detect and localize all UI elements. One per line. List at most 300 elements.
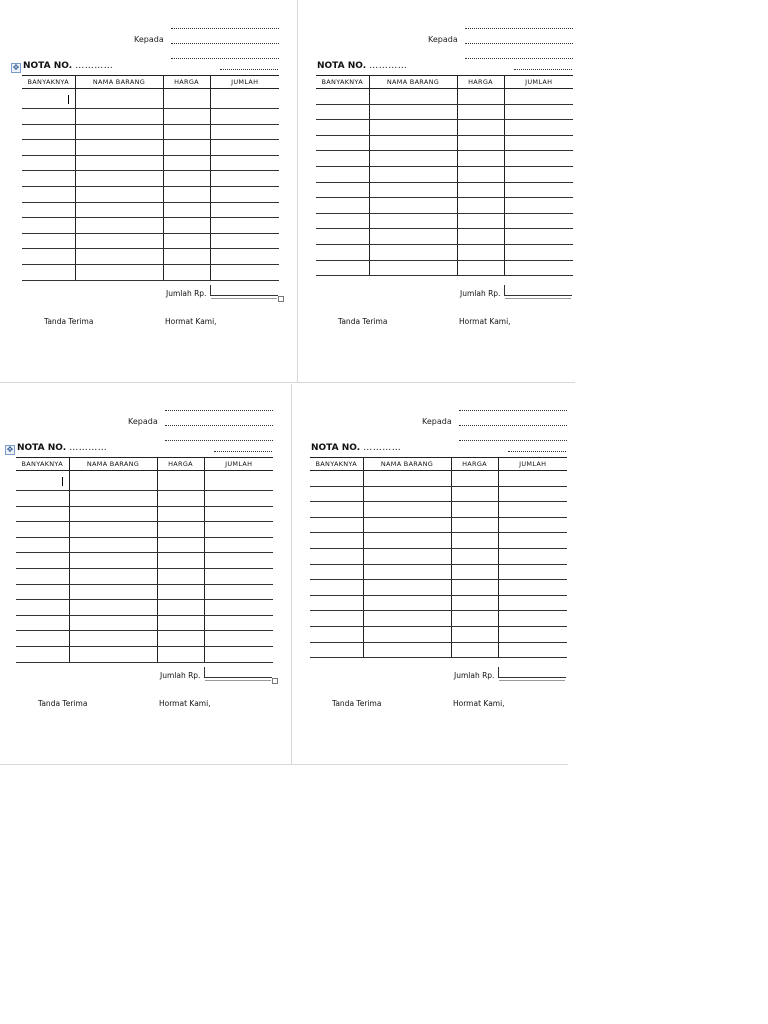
table-row [316, 104, 573, 120]
table-cell[interactable] [210, 186, 279, 202]
table-cell[interactable] [75, 89, 163, 109]
table-cell[interactable] [363, 642, 451, 658]
table-cell[interactable] [16, 568, 69, 584]
table-cell[interactable] [310, 486, 363, 502]
nota-number [17, 443, 107, 453]
table-cell[interactable] [498, 626, 567, 642]
table-row [16, 522, 273, 538]
table-cell[interactable] [157, 471, 204, 491]
table-cell[interactable] [316, 166, 369, 182]
table-cell[interactable] [22, 202, 75, 218]
table-cell[interactable] [457, 260, 504, 276]
table-cell[interactable] [310, 564, 363, 580]
text-cursor [62, 477, 63, 486]
table-row [16, 646, 273, 662]
table-cell[interactable] [16, 584, 69, 600]
table-cell[interactable] [369, 229, 457, 245]
table-cell[interactable] [457, 244, 504, 260]
hormat-kami-label: Hormat Kami, [459, 317, 511, 326]
table-cell[interactable] [22, 233, 75, 249]
table-cell[interactable] [75, 249, 163, 265]
nota-number-value[interactable]: ………… [69, 443, 108, 453]
tanda-terima-label: Tanda Terima [44, 317, 94, 326]
table-cell[interactable] [75, 186, 163, 202]
table-cell[interactable] [163, 233, 210, 249]
table-row [22, 202, 279, 218]
table-cell[interactable] [369, 260, 457, 276]
table-cell[interactable] [457, 166, 504, 182]
table-row [310, 642, 567, 658]
table-cell[interactable] [75, 202, 163, 218]
table-row [310, 548, 567, 564]
address-line-3[interactable] [165, 440, 273, 441]
table-cell[interactable] [69, 553, 157, 569]
table-row [16, 600, 273, 616]
kepada-label: Kepada [428, 35, 458, 44]
table-cell[interactable] [157, 491, 204, 507]
table-cell[interactable] [310, 471, 363, 487]
table-cell[interactable] [16, 553, 69, 569]
table-row [316, 89, 573, 105]
table-cell[interactable] [163, 140, 210, 156]
table-cell[interactable] [316, 213, 369, 229]
column-header-nama-barang: NAMA BARANG [369, 76, 457, 89]
nota-label: NOTA NO. [17, 443, 67, 453]
table-cell[interactable] [210, 264, 279, 280]
table-row [310, 611, 567, 627]
table-cell[interactable] [504, 244, 573, 260]
table-cell[interactable] [22, 140, 75, 156]
table-cell[interactable] [69, 506, 157, 522]
table-row [316, 151, 573, 167]
table-cell[interactable] [504, 182, 573, 198]
table-cell[interactable] [210, 233, 279, 249]
table-cell[interactable] [451, 580, 498, 596]
table-cell[interactable] [369, 151, 457, 167]
nota-form-4 [308, 403, 576, 733]
nota-form-2 [314, 21, 582, 351]
table-row [22, 218, 279, 234]
table-cell[interactable] [22, 109, 75, 125]
table-cell[interactable] [69, 537, 157, 553]
table-cell[interactable] [210, 124, 279, 140]
jumlah-underline [505, 298, 571, 299]
table-cell[interactable] [163, 89, 210, 109]
table-cell[interactable] [204, 631, 273, 647]
table-cell[interactable] [498, 517, 567, 533]
table-cell[interactable] [457, 135, 504, 151]
table-cell[interactable] [504, 213, 573, 229]
jumlah-underline [205, 680, 271, 681]
table-cell[interactable] [363, 502, 451, 518]
table-cell[interactable] [363, 486, 451, 502]
table-cell[interactable] [504, 135, 573, 151]
table-cell[interactable] [451, 486, 498, 502]
table-cell[interactable] [163, 218, 210, 234]
table-cell[interactable] [75, 233, 163, 249]
column-header-banyaknya: BANYAKNYA [22, 76, 75, 89]
address-line-3[interactable] [171, 58, 279, 59]
table-cell[interactable] [504, 120, 573, 136]
table-row [22, 89, 279, 109]
table-cell[interactable] [75, 140, 163, 156]
table-cell[interactable] [451, 548, 498, 564]
table-cell[interactable] [16, 631, 69, 647]
table-cell[interactable] [204, 491, 273, 507]
table-row [316, 182, 573, 198]
table-cell[interactable] [157, 646, 204, 662]
table-cell[interactable] [75, 109, 163, 125]
table-cell[interactable] [204, 600, 273, 616]
table-cell[interactable] [363, 548, 451, 564]
table-row [310, 626, 567, 642]
table-cell[interactable] [163, 171, 210, 187]
table-cell[interactable] [316, 135, 369, 151]
table-cell[interactable] [210, 89, 279, 109]
kepada-label: Kepada [128, 417, 158, 426]
table-cell[interactable] [369, 198, 457, 214]
table-row [316, 135, 573, 151]
table-cell[interactable] [316, 120, 369, 136]
table-cell[interactable] [204, 584, 273, 600]
table-header-row [16, 458, 273, 471]
table-cell[interactable] [163, 186, 210, 202]
table-cell[interactable] [16, 491, 69, 507]
table-cell[interactable] [369, 89, 457, 105]
table-cell[interactable] [157, 506, 204, 522]
table-row [16, 471, 273, 491]
jumlah-rp-label: Jumlah Rp. [160, 671, 201, 680]
table-cell[interactable] [451, 564, 498, 580]
table-cell[interactable] [204, 615, 273, 631]
table-cell[interactable] [316, 229, 369, 245]
table-row [310, 580, 567, 596]
table-cell[interactable] [504, 104, 573, 120]
address-line-1[interactable] [465, 28, 573, 29]
table-cell[interactable] [451, 626, 498, 642]
table-cell[interactable] [157, 537, 204, 553]
jumlah-total-field[interactable] [204, 667, 272, 678]
table-cell[interactable] [457, 89, 504, 105]
table-cell[interactable] [504, 229, 573, 245]
table-cell[interactable] [310, 595, 363, 611]
table-cell[interactable] [310, 580, 363, 596]
move-table-icon[interactable]: ✥ [6, 445, 14, 454]
table-cell[interactable] [457, 151, 504, 167]
kepada-label: Kepada [422, 417, 452, 426]
table-cell[interactable] [204, 471, 273, 491]
address-line-3[interactable] [465, 58, 573, 59]
table-cell[interactable] [163, 124, 210, 140]
table-cell[interactable] [498, 564, 567, 580]
table-cell[interactable] [310, 533, 363, 549]
table-cell[interactable] [210, 155, 279, 171]
page-divider-vertical-bottom [291, 384, 292, 764]
column-header-banyaknya: BANYAKNYA [310, 458, 363, 471]
table-cell[interactable] [310, 517, 363, 533]
table-cell[interactable] [310, 502, 363, 518]
address-line-1[interactable] [459, 410, 567, 411]
table-cell[interactable] [451, 471, 498, 487]
table-cell[interactable] [157, 615, 204, 631]
table-row [310, 486, 567, 502]
table-cell[interactable] [204, 553, 273, 569]
table-cell[interactable] [457, 198, 504, 214]
nota-date-line[interactable] [508, 451, 566, 452]
nota-number [311, 443, 401, 453]
table-cell[interactable] [157, 584, 204, 600]
table-cell[interactable] [204, 506, 273, 522]
table-row [22, 109, 279, 125]
table-row [16, 506, 273, 522]
table-cell[interactable] [16, 537, 69, 553]
table-cell[interactable] [498, 548, 567, 564]
items-table [22, 75, 279, 281]
nota-label: NOTA NO. [317, 61, 367, 71]
table-cell[interactable] [210, 109, 279, 125]
table-cell[interactable] [457, 182, 504, 198]
table-row [310, 471, 567, 487]
table-cell[interactable] [22, 124, 75, 140]
table-cell[interactable] [75, 264, 163, 280]
table-cell[interactable] [498, 502, 567, 518]
table-cell[interactable] [369, 213, 457, 229]
address-line-1[interactable] [171, 28, 279, 29]
table-cell[interactable] [451, 642, 498, 658]
table-cell[interactable] [157, 553, 204, 569]
table-cell[interactable] [69, 584, 157, 600]
table-row [310, 533, 567, 549]
table-cell[interactable] [498, 486, 567, 502]
jumlah-total-field[interactable] [210, 285, 278, 296]
table-cell[interactable] [310, 626, 363, 642]
table-cell[interactable] [75, 155, 163, 171]
table-cell[interactable] [157, 568, 204, 584]
column-header-harga: HARGA [457, 76, 504, 89]
table-cell[interactable] [210, 140, 279, 156]
kepada-line[interactable] [459, 425, 567, 426]
resize-handle-icon[interactable] [278, 296, 284, 302]
table-row [310, 502, 567, 518]
table-cell[interactable] [210, 249, 279, 265]
table-cell[interactable] [451, 502, 498, 518]
table-cell[interactable] [363, 517, 451, 533]
table-cell[interactable] [16, 506, 69, 522]
table-cell[interactable] [157, 631, 204, 647]
table-cell[interactable] [210, 202, 279, 218]
table-cell[interactable] [316, 182, 369, 198]
table-cell[interactable] [316, 244, 369, 260]
table-row [16, 553, 273, 569]
table-cell[interactable] [363, 595, 451, 611]
table-cell[interactable] [363, 533, 451, 549]
table-cell[interactable] [69, 471, 157, 491]
text-cursor [68, 95, 69, 104]
table-cell[interactable] [451, 517, 498, 533]
table-cell[interactable] [451, 595, 498, 611]
table-cell[interactable] [369, 104, 457, 120]
table-cell[interactable] [16, 522, 69, 538]
table-row [316, 260, 573, 276]
column-header-nama-barang: NAMA BARANG [363, 458, 451, 471]
table-cell[interactable] [22, 89, 75, 109]
table-cell[interactable] [69, 522, 157, 538]
table-cell[interactable] [457, 229, 504, 245]
table-cell[interactable] [204, 522, 273, 538]
table-cell[interactable] [457, 213, 504, 229]
table-row [22, 249, 279, 265]
table-row [316, 120, 573, 136]
table-cell[interactable] [204, 568, 273, 584]
table-row [316, 213, 573, 229]
table-cell[interactable] [457, 120, 504, 136]
tanda-terima-label: Tanda Terima [332, 699, 382, 708]
column-header-harga: HARGA [451, 458, 498, 471]
nota-number [317, 61, 407, 71]
table-cell[interactable] [316, 198, 369, 214]
nota-date-line[interactable] [220, 69, 278, 70]
nota-number-value[interactable]: ………… [75, 61, 114, 71]
kepada-line[interactable] [465, 43, 573, 44]
table-cell[interactable] [22, 264, 75, 280]
nota-number-value[interactable]: ………… [369, 61, 408, 71]
table-header-row [22, 76, 279, 89]
move-table-icon[interactable]: ✥ [12, 63, 20, 72]
table-cell[interactable] [16, 615, 69, 631]
table-row [22, 233, 279, 249]
kepada-line[interactable] [165, 425, 273, 426]
table-cell[interactable] [369, 166, 457, 182]
table-cell[interactable] [210, 218, 279, 234]
column-header-banyaknya: BANYAKNYA [316, 76, 369, 89]
table-cell[interactable] [369, 182, 457, 198]
resize-handle-icon[interactable] [272, 678, 278, 684]
table-cell[interactable] [504, 151, 573, 167]
table-cell[interactable] [316, 104, 369, 120]
table-cell[interactable] [498, 595, 567, 611]
table-cell[interactable] [69, 568, 157, 584]
table-row [22, 264, 279, 280]
table-cell[interactable] [498, 642, 567, 658]
table-cell[interactable] [504, 198, 573, 214]
jumlah-total-field[interactable] [504, 285, 572, 296]
table-cell[interactable] [163, 202, 210, 218]
jumlah-total-field[interactable] [498, 667, 566, 678]
table-cell[interactable] [22, 171, 75, 187]
table-cell[interactable] [310, 611, 363, 627]
items-table [16, 457, 273, 663]
table-cell[interactable] [498, 580, 567, 596]
table-cell[interactable] [504, 166, 573, 182]
table-cell[interactable] [316, 151, 369, 167]
table-cell[interactable] [369, 120, 457, 136]
table-row [316, 229, 573, 245]
table-cell[interactable] [498, 533, 567, 549]
table-cell[interactable] [369, 135, 457, 151]
nota-date-line[interactable] [514, 69, 572, 70]
table-row [22, 155, 279, 171]
table-cell[interactable] [363, 611, 451, 627]
address-line-1[interactable] [165, 410, 273, 411]
table-row [16, 491, 273, 507]
column-header-banyaknya: BANYAKNYA [16, 458, 69, 471]
table-cell[interactable] [69, 646, 157, 662]
table-cell[interactable] [498, 471, 567, 487]
nota-date-line[interactable] [214, 451, 272, 452]
table-cell[interactable] [310, 642, 363, 658]
table-cell[interactable] [22, 249, 75, 265]
table-cell[interactable] [22, 155, 75, 171]
table-cell[interactable] [163, 109, 210, 125]
table-cell[interactable] [310, 548, 363, 564]
table-cell[interactable] [316, 89, 369, 105]
items-table [310, 457, 567, 658]
table-cell[interactable] [504, 260, 573, 276]
table-row [310, 564, 567, 580]
table-cell[interactable] [16, 471, 69, 491]
table-cell[interactable] [363, 580, 451, 596]
table-cell[interactable] [157, 522, 204, 538]
table-cell[interactable] [363, 471, 451, 487]
jumlah-rp-label: Jumlah Rp. [166, 289, 207, 298]
table-cell[interactable] [16, 646, 69, 662]
table-cell[interactable] [316, 260, 369, 276]
kepada-line[interactable] [171, 43, 279, 44]
table-cell[interactable] [498, 611, 567, 627]
table-cell[interactable] [157, 600, 204, 616]
column-header-harga: HARGA [157, 458, 204, 471]
table-cell[interactable] [363, 564, 451, 580]
nota-form-1 [12, 21, 288, 351]
table-cell[interactable] [457, 104, 504, 120]
nota-form-3 [6, 403, 282, 733]
table-cell[interactable] [204, 646, 273, 662]
kepada-label: Kepada [134, 35, 164, 44]
table-row [16, 584, 273, 600]
table-row [316, 166, 573, 182]
table-cell[interactable] [163, 249, 210, 265]
table-cell[interactable] [69, 600, 157, 616]
address-line-3[interactable] [459, 440, 567, 441]
table-cell[interactable] [69, 631, 157, 647]
tanda-terima-label: Tanda Terima [338, 317, 388, 326]
table-cell[interactable] [163, 155, 210, 171]
table-cell[interactable] [363, 626, 451, 642]
table-cell[interactable] [369, 244, 457, 260]
table-cell[interactable] [75, 218, 163, 234]
table-cell[interactable] [75, 171, 163, 187]
table-cell[interactable] [210, 171, 279, 187]
column-header-harga: HARGA [163, 76, 210, 89]
nota-number-value[interactable]: ………… [363, 443, 402, 453]
table-row [22, 186, 279, 202]
table-cell[interactable] [69, 615, 157, 631]
jumlah-rp-label: Jumlah Rp. [460, 289, 501, 298]
table-cell[interactable] [451, 611, 498, 627]
table-cell[interactable] [22, 218, 75, 234]
table-cell[interactable] [163, 264, 210, 280]
table-header-row [316, 76, 573, 89]
table-cell[interactable] [204, 537, 273, 553]
table-cell[interactable] [451, 533, 498, 549]
nota-number [23, 61, 113, 71]
jumlah-underline [499, 680, 565, 681]
table-cell[interactable] [16, 600, 69, 616]
table-cell[interactable] [75, 124, 163, 140]
table-cell[interactable] [504, 89, 573, 105]
table-cell[interactable] [69, 491, 157, 507]
table-cell[interactable] [22, 186, 75, 202]
